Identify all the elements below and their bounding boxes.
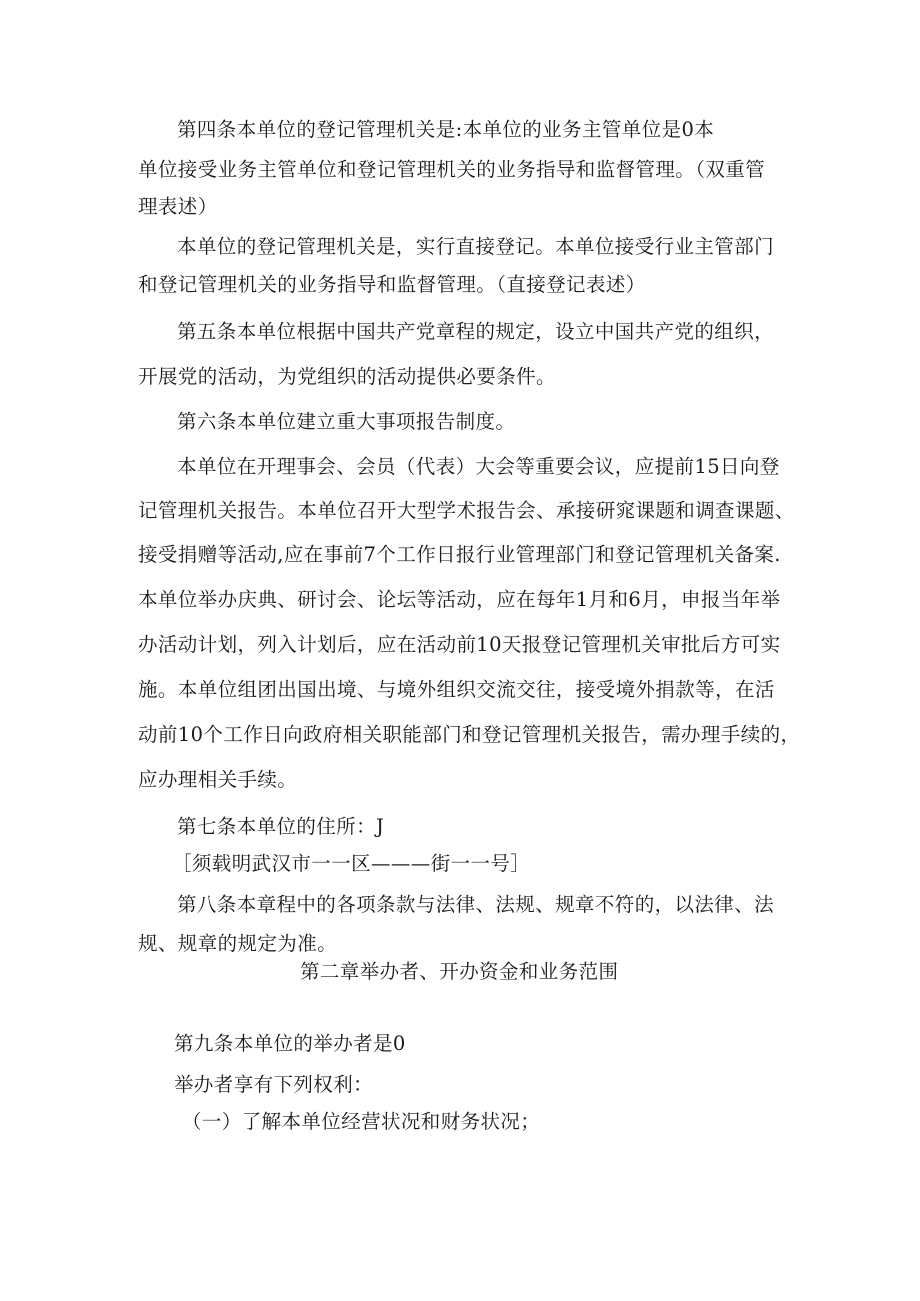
report-paragraph-line-7: 动前10个工作日向政府相关职能部门和登记管理机关报告，需办理手续的， <box>138 723 801 746</box>
report-paragraph-line-3: 接受捐赠等活动,应在事前7个工作日报行业管理部门和登记管理机关备案. <box>138 543 781 566</box>
article-5-line-2: 开展党的活动，为党组织的活动提供必要条件。 <box>138 365 556 388</box>
chapter-2-heading: 第二章举办者、开办资金和业务范围 <box>300 960 619 983</box>
sponsor-right-1: （一）了解本单位经营状况和财务状况； <box>182 1110 541 1133</box>
article-5-line-1: 第五条本单位根据中国共产党章程的规定，设立中国共产党的组织， <box>177 320 775 343</box>
direct-registration-line-1: 本单位的登记管理机关是，实行直接登记。本单位接受行业主管部门 <box>177 235 775 258</box>
article-6-line-1: 第六条本单位建立重大事项报告制度。 <box>177 410 516 433</box>
report-paragraph-line-1: 本单位在开理事会、会员（代表）大会等重要会议，应提前15日向登 <box>177 455 780 478</box>
sponsor-rights-intro: 举办者享有下列权利： <box>174 1073 374 1096</box>
article-4-line-2: 单位接受业务主管单位和登记管理机关的业务指导和监督管理。（双重管 <box>138 158 766 181</box>
article-7-line-1: 第七条本单位的住所：J <box>177 815 385 838</box>
report-paragraph-line-4: 本单位举办庆典、研讨会、论坛等活动，应在每年1月和6月，申报当年举 <box>138 588 781 611</box>
article-8-line-2: 规、规章的规定为准。 <box>138 932 338 955</box>
report-paragraph-line-5: 办活动计划，列入计划后，应在活动前10天报登记管理机关审批后方可实 <box>138 633 781 656</box>
article-9-line-1: 第九条本单位的举办者是0 <box>174 1032 406 1055</box>
address-note: ［须载明武汉市一一区———街一一号］ <box>172 852 531 875</box>
direct-registration-line-2: 和登记管理机关的业务指导和监督管理。（直接登记表述） <box>138 273 646 296</box>
report-paragraph-line-8: 应办理相关手续。 <box>138 768 298 791</box>
article-8-line-1: 第八条本章程中的各项条款与法律、法规、规章不符的，以法律、法 <box>177 893 775 916</box>
report-paragraph-line-6: 施。本单位组团出国出境、与境外组织交流交往，接受境外捐款等，在活 <box>138 678 775 701</box>
article-4-line-3: 理表述） <box>138 195 218 218</box>
report-paragraph-line-2: 记管理机关报告。本单位召开大型学术报告会、承接研窕课题和调查课题、 <box>138 499 795 522</box>
article-4-line-1: 第四条本单位的登记管理机关是:本单位的业务主管单位是0本 <box>177 118 715 141</box>
